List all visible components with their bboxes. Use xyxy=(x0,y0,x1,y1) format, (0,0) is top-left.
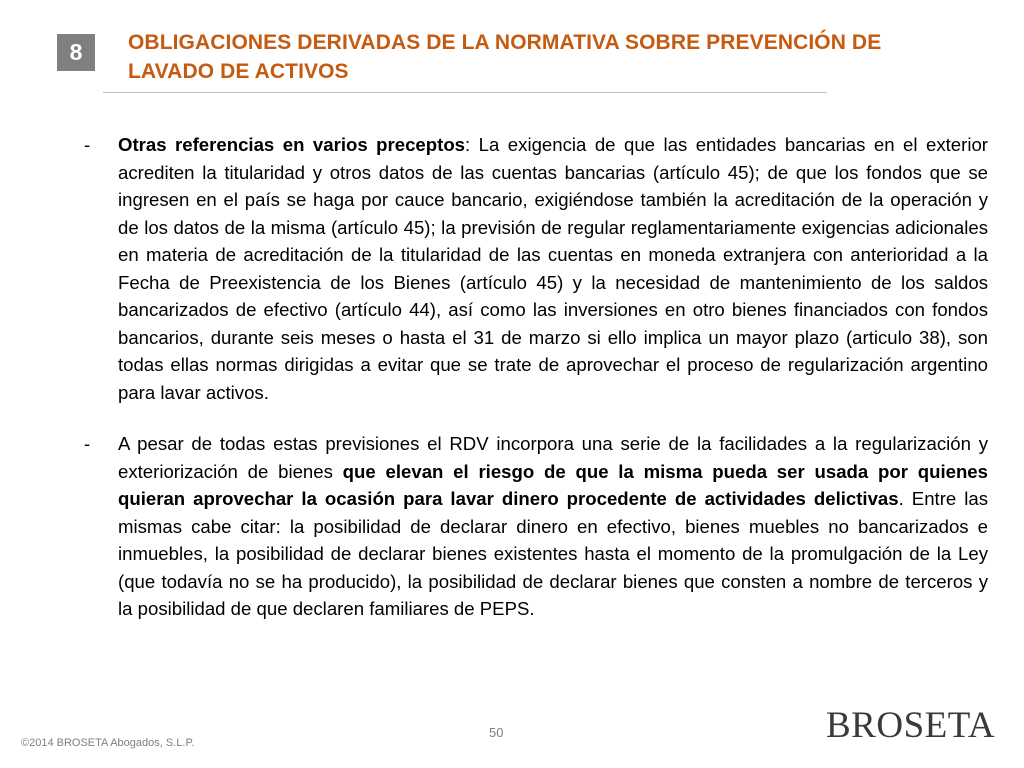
bullet-dash: - xyxy=(84,134,91,155)
bullet-paragraph xyxy=(118,430,988,623)
page-title-line-2: LAVADO DE ACTIVOS xyxy=(128,60,349,83)
bullet-item xyxy=(84,131,988,406)
page-number: 50 xyxy=(489,725,504,740)
copyright-notice: ©2014 BROSETA Abogados, S.L.P. xyxy=(21,737,195,749)
bullet-paragraph xyxy=(118,131,988,406)
body-text: . Entre las mismas cabe citar: la posibilidad de declarar dinero en efectivo, bienes muebles no bancarizados e inmuebles, la posibilidad de declarar bienes existentes hasta el momento de la promulgación de la Ley (que todavía no se ha producido), la posibilidad de declarar bienes que consten a nombre de terceros y la posibilidad de que declaren familiares de PEPS. xyxy=(118,488,988,619)
page-title xyxy=(128,28,968,86)
page-title-line-1: OBLIGACIONES DERIVADAS DE LA NORMATIVA SOBRE PREVENCIÓN DE xyxy=(128,31,882,54)
section-number-badge: 8 xyxy=(57,34,95,71)
title-divider xyxy=(103,92,827,93)
bullet-item xyxy=(84,430,988,623)
bullet-dash: - xyxy=(84,433,91,454)
bold-text: que elevan el riesgo de que la misma pueda ser usada por quienes quieran aprovechar la ocasión para lavar dinero procedente de actividades delictivas xyxy=(118,460,988,509)
body-text: : La exigencia de que las entidades bancarias en el exterior acrediten la titularidad y otros datos de las cuentas bancarias (artículo 45); de que los fondos que se ingresen en el país se haga por cauce bancario, exigiéndose también la acreditación de la operación y de los datos de la misma (artículo 45); la previsión de regular reglamentariamente exigencias adicionales en materia de acreditación de la titularidad de las cuentas en moneda extranjera con anterioridad a la Fecha de Preexistencia de los Bienes (artículo 45) y la necesidad de mantenimiento de los saldos bancarizados de efectivo (artículo 44), así como las inversiones en otro bienes financiados con fondos bancarios, durante seis meses o hasta el 31 de marzo si ello implica un mayor plazo (articulo 38), son todas ellas normas dirigidas a evitar que se trate de aprovechar el proceso de regularización argentino para lavar activos. xyxy=(118,134,988,403)
broseta-logo: BROSETA xyxy=(826,705,996,746)
bold-text: Otras referencias en varios preceptos xyxy=(118,134,466,155)
body-text: A pesar de todas estas previsiones el RDV incorpora una serie de la facilidades a la regularización y exteriorización de bienes xyxy=(118,433,988,482)
slide-body xyxy=(84,131,988,647)
